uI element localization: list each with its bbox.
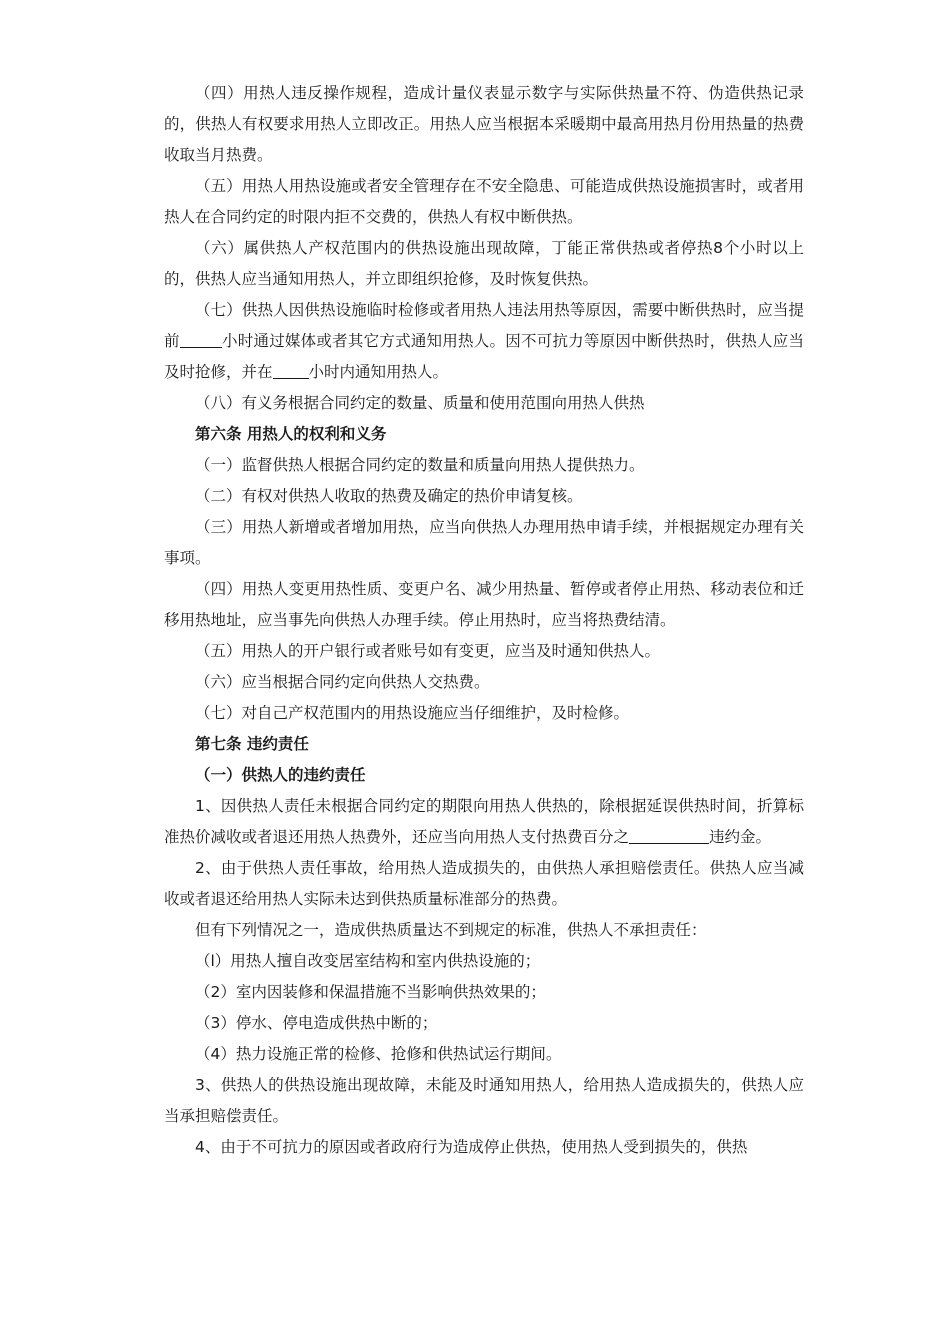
- fill-in-blank-hours-notify[interactable]: [273, 363, 309, 380]
- article-6-item-6: （六）应当根据合同约定向供热人交热费。: [195, 673, 490, 691]
- paragraph-7-part-2: 小时通过媒体或者其它方式通知用热人。因不可抗力等原因中断供热时，供热人应当及时抢修，并在: [164, 332, 804, 381]
- article-6-item-1: （一）监督供热人根据合同约定的数量和质量向用热人提供热力。: [195, 456, 645, 474]
- exception-intro: 但有下列情况之一，造成供热质量达不到规定的标准，供热人不承担责任：: [195, 921, 707, 939]
- article-6-heading: 第六条 用热人的权利和义务: [195, 425, 387, 443]
- paragraph-8-clause: （八）有义务根据合同约定的数量、质量和使用范围向用热人供热: [195, 394, 645, 412]
- paragraph-7-clause: [164, 295, 804, 388]
- exception-item-3: （3）停水、停电造成供热中断的；: [195, 1014, 438, 1032]
- paragraph-6-clause: （六）属供热人产权范围内的供热设施出现故障，丁能正常供热或者停热8个小时以上的，供热人应当通知用热人，并立即组织抢修，及时恢复供热。: [164, 239, 804, 288]
- exception-item-4: （4）热力设施正常的检修、抢修和供热试运行期间。: [195, 1045, 562, 1063]
- article-6-item-3: （三）用热人新增或者增加用热，应当向供热人办理用热申请手续，并根据规定办理有关事项。: [164, 518, 804, 567]
- article-6-item-7: （七）对自己产权范围内的用热设施应当仔细维护，及时检修。: [195, 704, 630, 722]
- article-7-subheading-supplier: （一）供热人的违约责任: [195, 766, 366, 784]
- paragraph-4-clause: （四）用热人违反操作规程，造成计量仪表显示数字与实际供热量不符、伪造供热记录的，供热人有权要求用热人立即改正。用热人应当根据本采暖期中最高用热月份用热量的热费收取当月热费。: [164, 84, 804, 164]
- article-6-item-4: （四）用热人变更用热性质、变更户名、减少用热量、暂停或者停止用热、移动表位和迁移用热地址，应当事先向供热人办理手续。停止用热时，应当将热费结清。: [164, 580, 804, 629]
- liability-item-1-part-2: 违约金。: [709, 828, 772, 846]
- paragraph-7-part-3: 小时内通知用热人。: [308, 363, 449, 381]
- fill-in-blank-penalty-percent[interactable]: [629, 828, 709, 845]
- document-body: [164, 78, 804, 1163]
- fill-in-blank-hours-notice[interactable]: [180, 332, 222, 349]
- liability-item-1-part-1: 1、因供热人责任未根据合同约定的期限向用热人供热的，除根据延误供热时间，折算标准热价减收或者退还用热人热费外，还应当向用热人支付热费百分之: [164, 797, 804, 846]
- article-6-item-5: （五）用热人的开户银行或者账号如有变更，应当及时通知供热人。: [195, 642, 661, 660]
- liability-item-1: [164, 791, 804, 853]
- paragraph-5-clause: （五）用热人用热设施或者安全管理存在不安全隐患、可能造成供热设施损害时，或者用热人在合同约定的时限内拒不交费的，供热人有权中断供热。: [164, 177, 804, 226]
- liability-item-4: 4、由于不可抗力的原因或者政府行为造成停止供热，使用热人受到损失的，供热: [195, 1138, 748, 1156]
- article-6-item-2: （二）有权对供热人收取的热费及确定的热价申请复核。: [195, 487, 583, 505]
- exception-item-1: （l）用热人擅自改变居室结构和室内供热设施的；: [195, 952, 541, 970]
- article-7-heading: 第七条 违约责任: [195, 735, 309, 753]
- liability-item-3: 3、供热人的供热设施出现故障，未能及时通知用热人，给用热人造成损失的，供热人应当承担赔偿责任。: [164, 1076, 804, 1125]
- paragraph-7-part-1: （七）供热人因供热设施临时检修或者用热人违法用热等原因，需要中断供热时，应当提前: [164, 301, 804, 350]
- liability-item-2: 2、由于供热人责任事故，给用热人造成损失的，由供热人承担赔偿责任。供热人应当减收或者退还给用热人实际未达到供热质量标准部分的热费。: [164, 859, 804, 908]
- exception-item-2: （2）室内因装修和保温措施不当影响供热效果的；: [195, 983, 546, 1001]
